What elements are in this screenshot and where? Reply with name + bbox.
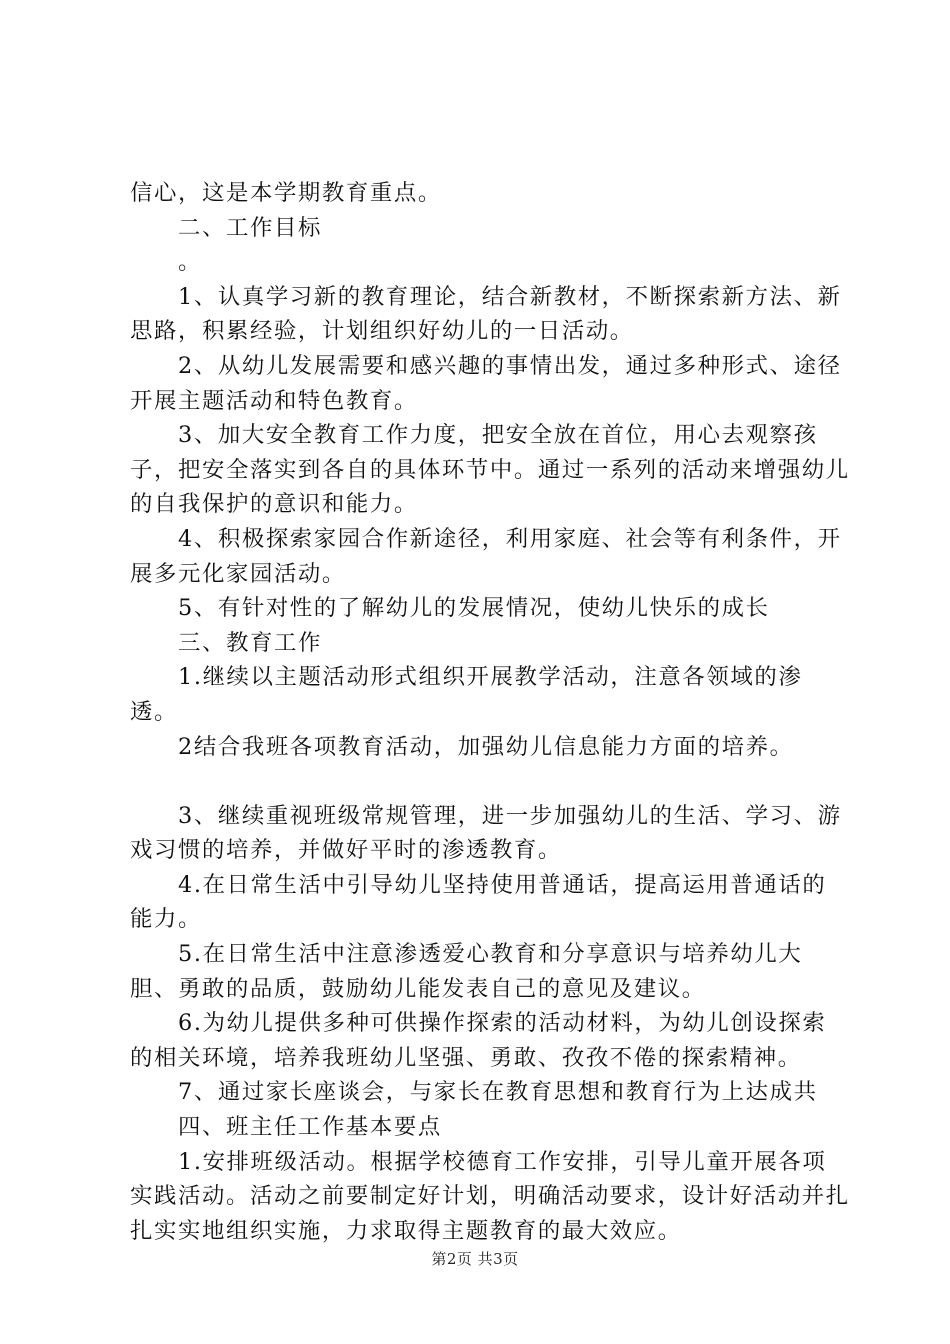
education-item-2: 2结合我班各项教育活动，加强幼儿信息能力方面的培养。 xyxy=(178,733,794,760)
education-item-6: 6.为幼儿提供多种可供操作探索的活动材料，为幼儿创设探索的相关环境，培养我班幼儿坚强、勇敢、孜孜不倦的探索精神。 xyxy=(130,1010,827,1071)
education-item-1: 1.继续以主题活动形式组织开展教学活动，注意各领域的渗透。 xyxy=(130,664,803,725)
goal-item-4: 4、积极探索家园合作新途径，利用家庭、社会等有利条件，开展多元化家园活动。 xyxy=(130,525,842,587)
class-teacher-item-1: 1.安排班级活动。根据学校德育工作安排，引导儿童开展各项实践活动。活动之前要制定好计划，明确活动要求，设计好活动并扎扎实实地组织实施，力求取得主题教育的最大效应。 xyxy=(130,1148,850,1244)
goal-item-5: 5、有针对性的了解幼儿的发展情况，使幼儿快乐的成长 xyxy=(178,595,770,622)
education-item-4: 4.在日常生活中引导幼儿坚持使用普通话，提高运用普通话的能力。 xyxy=(130,871,827,933)
goal-item-1: 1、认真学习新的教育理论，结合新教材，不断探索新方法、新思路，积累经验，计划组织好幼儿的一日活动。 xyxy=(130,283,842,345)
document-body xyxy=(130,176,850,1248)
paragraph-continuation: 信心，这是本学期教育重点。 xyxy=(130,180,442,206)
education-item-3: 3、继续重视班级常规管理，进一步加强幼儿的生活、学习、游戏习惯的培养，并做好平时的渗透教育。 xyxy=(130,802,842,864)
heading-education-work: 三、教育工作 xyxy=(178,629,322,656)
heading-class-teacher-points: 四、班主任工作基本要点 xyxy=(178,1114,442,1141)
goal-item-3: 3、加大安全教育工作力度，把安全放在首位，用心去观察孩子，把安全落实到各自的具体环节中。通过一系列的活动来增强幼儿的自我保护的意识和能力。 xyxy=(130,422,850,518)
paragraph-stray-mark: 。 xyxy=(178,249,202,276)
heading-work-goals: 二、工作目标 xyxy=(178,214,322,241)
education-item-5: 5.在日常生活中注意渗透爱心教育和分享意识与培养幼儿大胆、勇敢的品质，鼓励幼儿能发表自己的意见及建议。 xyxy=(130,941,803,1002)
page-number-footer: 第2页 共3页 xyxy=(431,1250,519,1268)
goal-item-2: 2、从幼儿发展需要和感兴趣的事情出发，通过多种形式、途径开展主题活动和特色教育。 xyxy=(130,352,842,414)
education-item-7: 7、通过家长座谈会，与家长在教育思想和教育行为上达成共 xyxy=(178,1079,818,1106)
